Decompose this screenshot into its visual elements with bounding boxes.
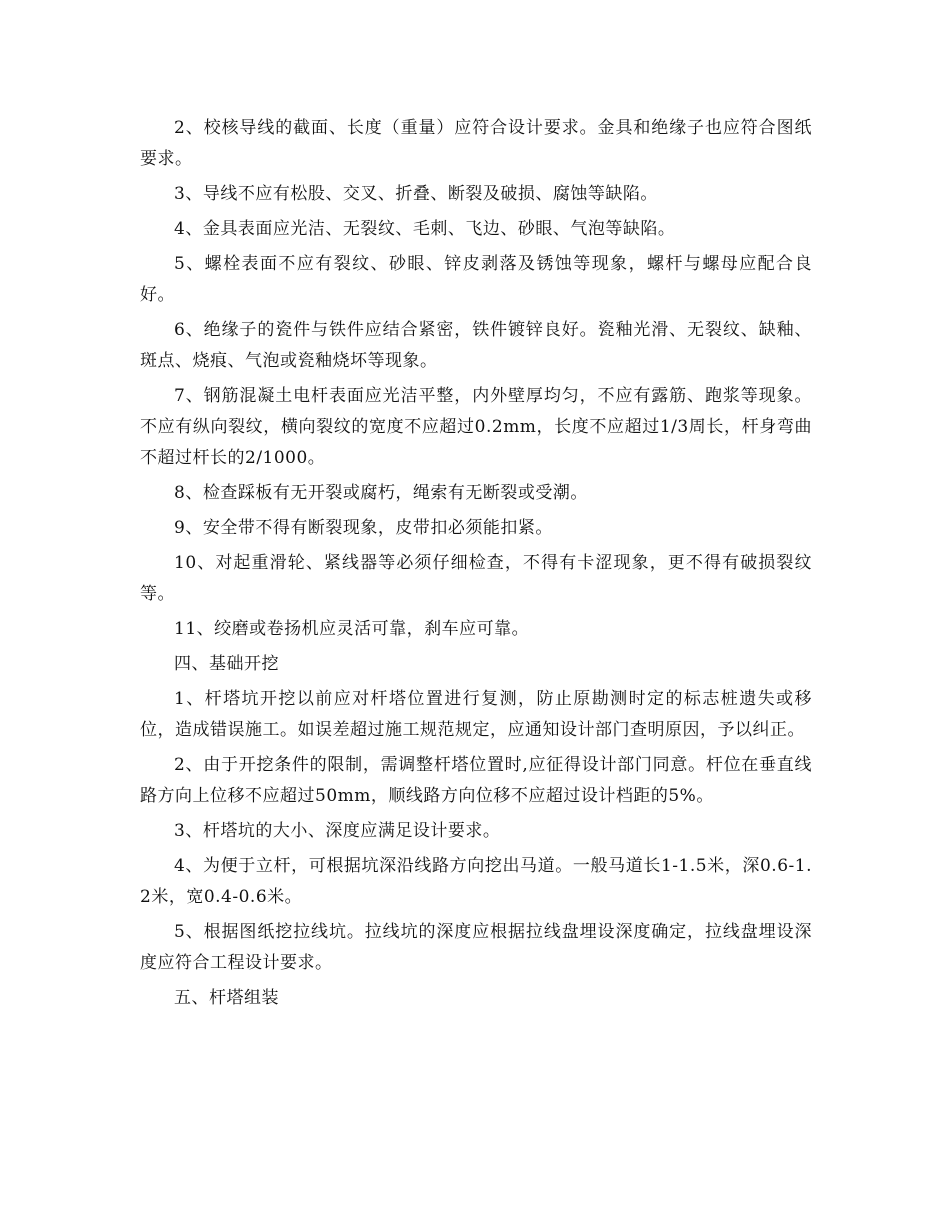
section-heading-tower-assembly: 五、杆塔组装 [174, 988, 279, 1008]
paragraph-item-6: 6、绝缘子的瓷件与铁件应结合紧密，铁件镀锌良好。瓷釉光滑、无裂纹、缺釉、斑点、烧痕、气泡或瓷釉烧坏等现象。 [140, 320, 812, 371]
paragraph-item-2: 2、校核导线的截面、长度（重量）应符合设计要求。金具和绝缘子也应符合图纸要求。 [140, 118, 812, 169]
excavation-paragraph-3: 3、杆塔坑的大小、深度应满足设计要求。 [174, 821, 501, 841]
paragraph-item-9: 9、安全带不得有断裂现象，皮带扣必须能扣紧。 [174, 518, 553, 538]
excavation-paragraph-2: 2、由于开挖条件的限制，需调整杆塔位置时,应征得设计部门同意。杆位在垂直线路方向上位移不应超过50mm，顺线路方向位移不应超过设计档距的5%。 [140, 755, 812, 806]
paragraph-item-8: 8、检查踩板有无开裂或腐朽，绳索有无断裂或受潮。 [174, 483, 588, 503]
section-heading-foundation-excavation: 四、基础开挖 [174, 654, 279, 674]
paragraph-item-11: 11、绞磨或卷扬机应灵活可靠，刹车应可靠。 [174, 619, 530, 639]
excavation-paragraph-1: 1、杆塔坑开挖以前应对杆塔位置进行复测，防止原勘测时定的标志桩遗失或移位，造成错误施工。如误差超过施工规范规定，应通知设计部门查明原因，予以纠正。 [140, 689, 812, 740]
paragraph-item-7: 7、钢筋混凝土电杆表面应光洁平整，内外壁厚均匀，不应有露筋、跑浆等现象。不应有纵向裂纹，横向裂纹的宽度不应超过0.2mm，长度不应超过1/3周长，杆身弯曲不超过杆长的2/1000。 [140, 386, 812, 468]
paragraph-item-3: 3、导线不应有松股、交叉、折叠、断裂及破损、腐蚀等缺陷。 [174, 184, 658, 204]
paragraph-item-5: 5、螺栓表面不应有裂纹、砂眼、锌皮剥落及锈蚀等现象，螺杆与螺母应配合良好。 [140, 254, 812, 305]
excavation-paragraph-5: 5、根据图纸挖拉线坑。拉线坑的深度应根据拉线盘埋设深度确定，拉线盘埋设深度应符合工程设计要求。 [140, 922, 812, 973]
excavation-paragraph-4: 4、为便于立杆，可根据坑深沿线路方向挖出马道。一般马道长1-1.5米，深0.6-1.2米，宽0.4-0.6米。 [140, 856, 812, 907]
paragraph-item-4: 4、金具表面应光洁、无裂纹、毛刺、飞边、砂眼、气泡等缺陷。 [174, 219, 676, 239]
paragraph-item-10: 10、对起重滑轮、紧线器等必须仔细检查，不得有卡涩现象，更不得有破损裂纹等。 [140, 553, 812, 604]
